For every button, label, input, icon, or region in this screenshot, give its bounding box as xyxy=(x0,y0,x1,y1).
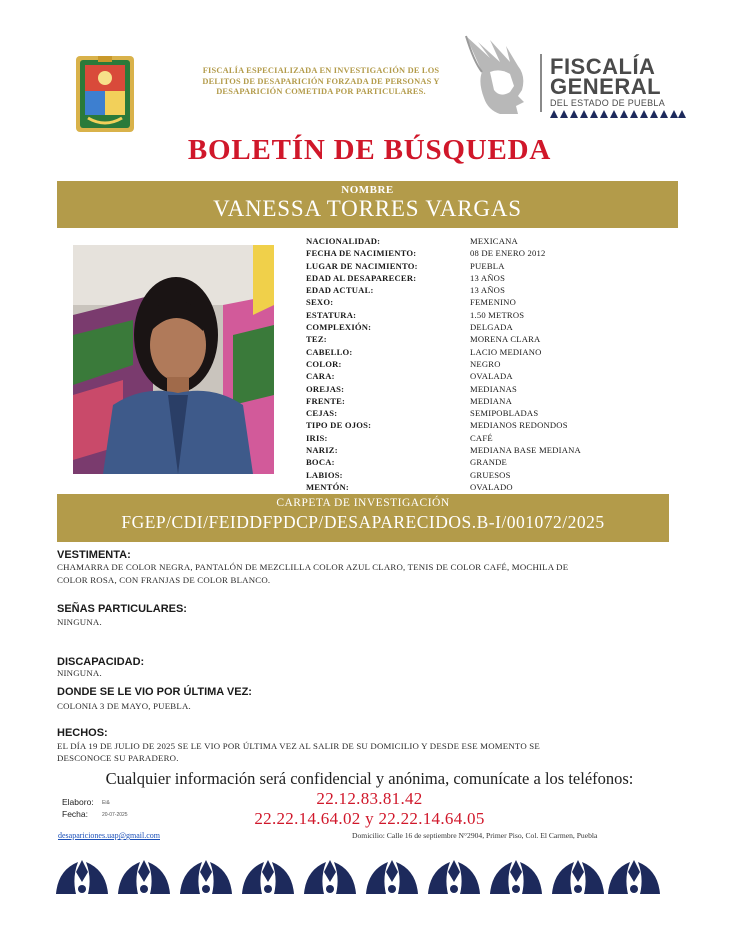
attribute-row xyxy=(306,383,636,395)
attribute-row xyxy=(306,444,636,456)
senas-title: SEÑAS PARTICULARES: xyxy=(57,603,187,615)
attribute-value: MORENA CLARA xyxy=(470,334,541,345)
attribute-value: PUEBLA xyxy=(470,260,505,271)
carpeta-value: FGEP/CDI/FEIDDFPDCP/DESAPARECIDOS.B-I/001072/2025 xyxy=(121,512,605,532)
attribute-label: NACIONALIDAD: xyxy=(306,236,381,246)
attribute-value: DELGADA xyxy=(470,322,513,333)
attribute-row xyxy=(306,272,636,284)
attribute-label: LUGAR DE NACIMIENTO: xyxy=(306,260,418,271)
fecha-label: Fecha: xyxy=(62,809,88,819)
attribute-value: GRANDE xyxy=(470,457,508,468)
attribute-row xyxy=(306,419,636,431)
attribute-row xyxy=(306,333,636,345)
attribute-value: OVALADA xyxy=(470,371,513,382)
phone-number-1[interactable]: 22.12.83.81.42 xyxy=(316,789,423,808)
attribute-value: 13 AÑOS xyxy=(470,285,506,296)
attribute-row xyxy=(306,395,636,407)
attribute-row xyxy=(306,370,636,382)
hechos-line1: EL DÍA 19 DE JULIO DE 2025 SE LE VIO POR ÚLTIMA VEZ AL SALIR DE SU DOMICILIO Y DESDE ESE MOMENTO SE xyxy=(57,741,540,751)
attribute-label: FRENTE: xyxy=(306,395,346,406)
attribute-label: COMPLEXIÓN: xyxy=(306,322,372,333)
talavera-pattern-icon xyxy=(52,856,664,898)
attribute-row xyxy=(306,456,636,468)
vestimenta-line2: COLOR ROSA, CON FRANJAS DE COLOR BLANCO. xyxy=(57,575,271,585)
attribute-row xyxy=(306,247,636,259)
attribute-label: NARIZ: xyxy=(306,445,338,456)
carpeta-band xyxy=(57,494,669,542)
attribute-value: SEMIPOBLADAS xyxy=(470,408,539,419)
confidential-notice: Cualquier información será confidencial y anónima, comunícate a los teléfonos: xyxy=(105,769,634,788)
name-value: VANESSA TORRES VARGAS xyxy=(213,196,522,221)
name-label: NOMBRE xyxy=(341,184,394,196)
office-address: Domicilio: Calle 16 de septiembre N°2904, Primer Piso, Col. El Carmen, Puebla xyxy=(352,831,598,840)
attribute-row xyxy=(306,260,636,272)
attribute-value: OVALADO xyxy=(470,481,513,492)
logo-general-text: GENERAL xyxy=(550,74,662,99)
attribute-value: LACIO MEDIANO xyxy=(470,346,542,357)
attribute-row xyxy=(306,358,636,370)
attribute-row xyxy=(306,309,636,321)
elaboro-label: Elaboro: xyxy=(62,797,94,807)
attribute-label: MENTÓN: xyxy=(306,481,349,492)
attribute-row xyxy=(306,235,636,247)
contact-email-link[interactable]: desapariciones.uap@gmail.com xyxy=(58,831,160,840)
attribute-value: MEDIANA BASE MEDIANA xyxy=(470,445,581,456)
attribute-value: CAFÉ xyxy=(470,432,493,443)
attribute-label: LABIOS: xyxy=(306,469,343,480)
logo-fiscalia-text: FISCALÍA xyxy=(550,54,656,79)
attribute-row xyxy=(306,432,636,444)
agency-name: FISCALÍA ESPECIALIZADA EN INVESTIGACIÓN DE LOS DELITOS DE DESAPARICIÓN FORZADA DE PERSONAS Y DESAPARICIÓN COMETIDA POR PARTICULARES. xyxy=(202,66,440,96)
logo-pattern-icon xyxy=(550,110,686,118)
fecha-value: 20-07-2025 xyxy=(102,812,128,818)
attribute-label: BOCA: xyxy=(306,457,335,468)
profile-head-icon xyxy=(460,32,532,116)
state-seal-icon xyxy=(76,56,134,132)
attribute-label: OREJAS: xyxy=(306,383,345,394)
attribute-label: COLOR: xyxy=(306,358,342,369)
attributes-list xyxy=(306,235,636,493)
attribute-value: MEDIANA xyxy=(470,395,512,406)
attribute-row xyxy=(306,296,636,308)
vestimenta-line1: CHAMARRA DE COLOR NEGRA, PANTALÓN DE MEZCLILLA COLOR AZUL CLARO, TENIS DE COLOR CAFÉ, MOCHILA DE xyxy=(57,562,569,572)
logo-divider xyxy=(540,54,542,112)
phone-number-2[interactable]: 22.22.14.64.02 y 22.22.14.64.05 xyxy=(254,809,485,828)
discapacidad-body: NINGUNA. xyxy=(57,668,102,678)
attribute-label: FECHA DE NACIMIENTO: xyxy=(306,248,417,259)
attribute-label: CEJAS: xyxy=(306,408,338,419)
discapacidad-title: DISCAPACIDAD: xyxy=(57,656,145,668)
attribute-label: SEXO: xyxy=(306,297,334,308)
attribute-value: 08 DE ENERO 2012 xyxy=(470,248,546,259)
attribute-value: FEMENINO xyxy=(470,297,516,308)
attribute-label: TIPO DE OJOS: xyxy=(306,420,372,431)
carpeta-label: CARPETA DE INVESTIGACIÓN xyxy=(276,497,450,509)
elaboro-value: Ei& xyxy=(102,800,110,806)
attribute-label: EDAD AL DESAPARECER: xyxy=(306,272,417,283)
vestimenta-title: VESTIMENTA: xyxy=(57,549,131,561)
attribute-value: MEDIANAS xyxy=(470,383,517,394)
attribute-row xyxy=(306,346,636,358)
ultima-vez-title: DONDE SE LE VIO POR ÚLTIMA VEZ: xyxy=(57,686,252,698)
name-band xyxy=(57,181,678,228)
page-title: BOLETÍN DE BÚSQUEDA xyxy=(187,134,552,166)
missing-person-photo xyxy=(73,245,274,474)
hechos-line2: DESCONOCE SU PARADERO. xyxy=(57,753,179,763)
hechos-title: HECHOS: xyxy=(57,727,108,739)
attribute-row xyxy=(306,469,636,481)
fiscalia-logo xyxy=(460,32,690,122)
senas-body: NINGUNA. xyxy=(57,617,102,627)
attribute-row xyxy=(306,284,636,296)
attribute-value: 1.50 METROS xyxy=(470,309,525,320)
attribute-value: GRUESOS xyxy=(470,469,511,480)
attribute-value: 13 AÑOS xyxy=(470,272,506,283)
attribute-label: CABELLO: xyxy=(306,346,353,357)
attribute-value: NEGRO xyxy=(470,358,501,369)
attribute-label: TEZ: xyxy=(306,334,327,345)
attribute-row xyxy=(306,407,636,419)
attribute-value: MEDIANOS REDONDOS xyxy=(470,420,568,431)
attribute-label: IRIS: xyxy=(306,432,328,443)
attribute-label: CARA: xyxy=(306,371,335,382)
attribute-label: ESTATURA: xyxy=(306,309,357,320)
attribute-label: EDAD ACTUAL: xyxy=(306,285,374,296)
attribute-row xyxy=(306,321,636,333)
attribute-value: MEXICANA xyxy=(470,236,518,246)
attribute-row xyxy=(306,481,636,493)
ultima-vez-body: COLONIA 3 DE MAYO, PUEBLA. xyxy=(57,701,191,711)
logo-estado-text: DEL ESTADO DE PUEBLA xyxy=(550,98,666,108)
